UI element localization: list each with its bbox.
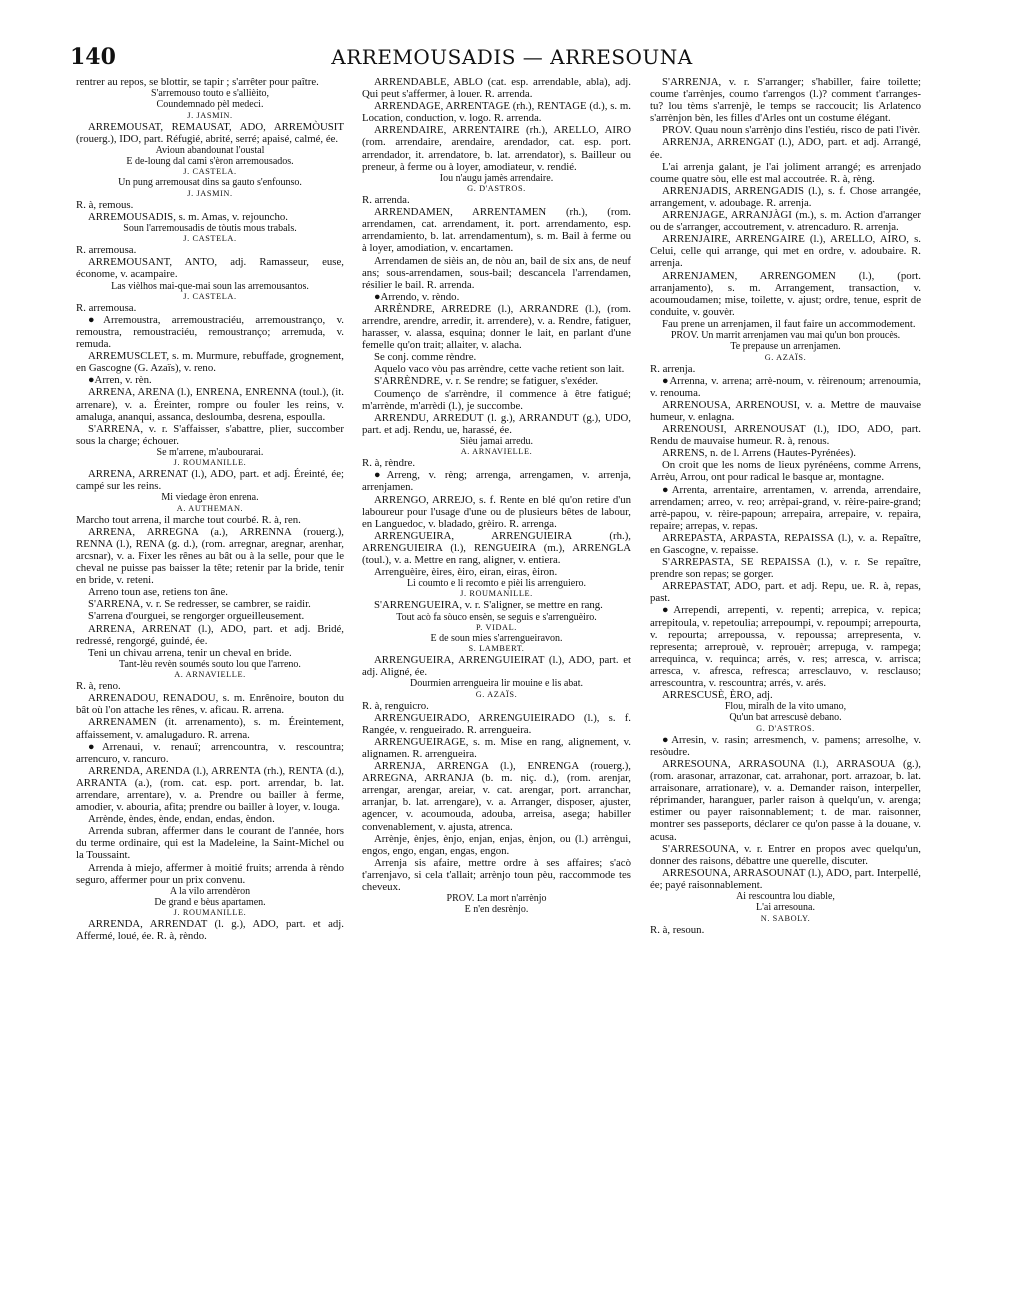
entry-paragraph: ARRENOUSA, ARRENOUSI, v. a. Mettre de mauvaise humeur, v. enlagna. (650, 398, 921, 423)
column-right (650, 76, 921, 1301)
quotation-line: Un pung arremousat dins sa gauto s'enfounso. (118, 177, 302, 189)
quote-author: J. CASTELA. (183, 167, 237, 177)
entry-paragraph: S'ARRENJA, v. r. S'arranger; s'habiller, faire toilette; coume t'arrènjes, coumo t'arrengos (l.)? comment t'arranges-tu? lou tèms s'arrenjè, le temps se raccoucit; lis Arlatenco s'arrènjon bèn, les filles d'Arles ont un costume élégant. (650, 76, 921, 125)
entry-paragraph: Fau prene un arrenjamen, il faut faire un accommodement. (662, 317, 916, 330)
quotation-line: E de soun mies s'arrengueiravon. (430, 632, 563, 644)
entry-paragraph: ARRÈNDRE, ARREDRE (l.), ARRANDRE (l.), (rom. arrendre, arendre, arredir, it. arrendere), v. a. Rendre, fatiguer, harasser, v. alassa, esquina; donner le lait, en parlant d'une femelle qu'on trait; allaiter, v. alacha. (362, 302, 631, 352)
page-number: 140 (70, 44, 116, 70)
entry-paragraph: ARRENS, n. de l. Arrens (Hautes-Pyrénées). (662, 447, 857, 460)
quotation-line: Ai rescountra lou diable, (736, 891, 835, 902)
quotation-line: Las vièlhos mai-que-mai soun las arremousantos. (111, 280, 309, 292)
entry-paragraph: R. à, rèndre. (362, 457, 416, 470)
entry-paragraph: ARREPASTA, ARPASTA, REPAISSA (l.), v. a. Repaître, en Gascogne, v. repaisse. (650, 531, 921, 556)
entry-paragraph: R. à, reno. (76, 680, 121, 693)
quote-author: A. ARNAVIELLE. (174, 670, 246, 680)
entry-paragraph: ARRENJA, ARRENGAT (l.), ADO, part. et adj. Arrangé, ée. (650, 136, 921, 161)
entry-paragraph: ARRENDAMEN, ARRENTAMEN (rh.), (rom. arrendamen, cat. arrendament, it. port. arrendamento, esp. arrendamiento, b. lat. arrendamentum), s. m. Bail à ferme ou à loyer, amodiation, v. encartamen. (362, 206, 631, 255)
quote-author: G. AZAÏS. (475, 689, 518, 699)
entry-paragraph: ARREPASTAT, ADO, part. et adj. Repu, ue. R. à, repas, past. (650, 580, 921, 605)
quote-author: S. LAMBERT. (468, 644, 525, 654)
entry-paragraph: ●Arremoustra, arremoustraciéu, arremoustranço, v. remoustra, remoustraciéu, remoustranço; arremuda, v. remuda. (76, 313, 344, 351)
entry-paragraph: ARRENA, ARENA (l.), ENRENA, ENRENNA (toul.), (it. arrenare), v. a. Éreinter, rompre ou fouler les reins, v. amaluga, ananqui, assanca, desloumba, desrena, espoulla. (76, 386, 344, 423)
entry-paragraph: ●Arreng, v. rèng; arrenga, arrengamen, v. arrenja, arrenjamen. (362, 469, 631, 494)
entry-paragraph: ARREMOUSANT, ANTO, adj. Ramasseur, euse, économe, v. acampaire. (76, 256, 344, 281)
quotation-line: E n'en desrènjo. (464, 904, 529, 916)
entry-paragraph: S'ARREPASTA, SE REPAISSA (l.), v. r. Se repaître, prendre son repas; se gorger. (650, 556, 921, 581)
entry-paragraph: ARRENGUEIRA, ARRENGUIEIRA (rh.), ARRENGUIEIRA (l.), RENGUEIRA (m.), ARRENGLA (toul.), v. a. Mettre en rang, aligner, v. entiera. (362, 529, 631, 566)
quote-author: J. JASMIN. (187, 110, 233, 120)
quote-author: J. CASTELA. (183, 234, 237, 244)
entry-paragraph: ARRESCUSÈ, ÈRO, adj. (662, 689, 773, 702)
entry-paragraph: ARREMUSCLET, s. m. Murmure, rebuffade, grognement, en Gascogne (G. Azaïs), v. reno. (76, 350, 344, 375)
entry-paragraph: ARRENDABLE, ABLO (cat. esp. arrendable, abla), adj. Qui peut s'affermer, à louer. R. arrenda. (362, 76, 631, 101)
entry-paragraph: ARRENJAMEN, ARRENGOMEN (l.), (port. arranjamento), s. m. Arrangement, transaction, v. acoumoudamen; mise, toilette, v. ajust; ordre, tenue, esprit de conduite, v. gouvèr. (650, 269, 921, 318)
quote-author: N. SABOLY. (760, 913, 811, 923)
running-title: ARREMOUSADIS — ARRESOUNA (331, 45, 693, 69)
quotation-line: Soun l'arremousadis de tòutis mous trabals. (123, 222, 297, 234)
quotation-line: Se m'arrene, m'aubourarai. (156, 446, 264, 458)
entry-paragraph: R. à, remous. (76, 198, 134, 211)
entry-paragraph: Arreno toun ase, retiens ton âne. (88, 586, 229, 599)
quotation-line: Sièu jamai arredu. (459, 435, 534, 447)
entry-paragraph: ARRESOUNA, ARRASOUNAT (l.), ADO, part. Interpellé, ée; payé raisonnablement. (650, 866, 921, 891)
entry-paragraph: ●Arresin, v. rasin; arresmench, v. pamens; arresolhe, v. resòudre. (650, 733, 921, 758)
entry-paragraph: Arrendamen de sièis an, de nòu an, bail de six ans, de neuf ans; sous-arrendamen, sous-bail; descancela l'arrendamen, résilier le bail. R. arrenda. (362, 254, 631, 291)
entry-paragraph: Arrenda subran, affermer dans le courant de l'année, hors du terme ordinaire, qui est la Madeleine, la Saint-Michel ou la Toussaint. (76, 825, 344, 862)
entry-paragraph: ARRENDA, ARRENDAT (l. g.), ADO, part. et adj. Affermé, loué, ée. R. à, rèndo. (76, 918, 344, 943)
quote-author: A. ARNAVIELLE. (460, 447, 533, 457)
entry-paragraph: ●Arrendo, v. rèndo. (374, 290, 460, 303)
entry-paragraph: ARRENDAGE, ARRENTAGE (rh.), RENTAGE (d.), s. m. Location, conduction, v. logo. R. arrenda. (362, 100, 631, 125)
quotation-line: E de-loung dal cami s'èron arremousados. (126, 156, 294, 168)
entry-paragraph: ARRENA, ARREGNA (a.), ARRENNA (rouerg.), RENNA (l.), RENA (g. d.), (rom. arregnar, aregnar, arenhar, arcsnar), v. a. Fixer les rênes au bât ou à la selle, pour que le cheval ne puisse pas baisser la tête; retenir par la bride, tenir en bride, v. reteni. (76, 525, 344, 587)
quotation-line: PROV. La mort n'arrènjo (446, 893, 547, 905)
quotation-line: Dourmien arrengueira lir mouine e lis abat. (410, 678, 583, 690)
entry-paragraph: ●Arrenaui, v. renauï; arrencountra, v. rescountra; arrencuro, v. rancuro. (76, 740, 344, 765)
quote-author: A. AUTHEMAN. (176, 503, 244, 513)
entry-paragraph: ●Arrenna, v. arrena; arrè-noum, v. rèirenoum; arrenoumia, v. renouma. (650, 374, 921, 399)
quotation-line: Tout acò fa sòuco ensèn, se seguis e s'arrenguèiro. (396, 611, 597, 623)
entry-paragraph: On croit que les noms de lieux pyrénéens, comme Arrens, Arrèu, Arrou, ont pour radical le basque ar, montagne. (650, 459, 921, 484)
quotation-line: Flou, miralh de la vito umano, (724, 701, 847, 713)
entry-paragraph: ARRENOUSI, ARRENOUSAT (l.), IDO, ADO, part. Rendu de mauvaise humeur. R. à, renous. (650, 423, 921, 448)
entry-paragraph: ARRENA, ARRENAT (l.), ADO, part. et adj. Bridé, redressé, rengorgé, guindé, ée. (76, 622, 344, 647)
entry-paragraph: ARRENGUEIRA, ARRENGUIEIRAT (l.), ADO, part. et adj. Aligné, ée. (362, 654, 631, 679)
entry-paragraph: ARRESOUNA, ARRASOUNA (l.), ARRASOUA (g.), (rom. arasonar, arrazonar, cat. arrahonar, port. arrazoar, b. lat. arraisonare, arrationare), v. a. Demander raison, interpeller, réprimander, haranguer, parler raison à quelqu'un, v. arenga; estimer ou payer raisonnablement; t. de mar. raisonner, montrer ses passeports, déclarer ce qu'on passe à la douane, v. acusa. (650, 757, 921, 843)
quotation-line: Iou n'augu jamès arrendaire. (439, 172, 554, 184)
entry-paragraph: ARRENJADIS, ARRENGADIS (l.), s. f. Chose arrangée, arrangement, v. adoubage. R. arrenja. (650, 184, 921, 209)
quotation-line: Qu'un bat arrescusè debano. (729, 712, 842, 724)
entry-paragraph: ARRENA, ARRENAT (l.), ADO, part. et adj. Éreinté, ée; campé sur les reins. (76, 468, 344, 493)
quotation-line: Tant-lèu revèn soumés souto lou que l'arreno. (119, 658, 301, 670)
entry-paragraph: ●Arrependi, arrepenti, v. repenti; arrepica, v. repica; arrepitoula, v. repetoulia; arrepoumpi, v. repoumpi; arrepourta, v. repourta; arrepoussa, v. repoussa; arrepresenta, v. representa; arreprouè, v. reprouèr; arrepuga, v. rampega; arrequinca, v. requinca; arrés, v. res; arresca, v. arrisca; arresca, v. afresca, refresca; arresclauvo, v. resclauso; arrescountra, v. rescountra; arrés, v. arés. (650, 604, 921, 689)
column-left (76, 76, 344, 1301)
entry-paragraph: Arrenja sis afaire, mettre ordre à ses affaires; s'acò t'arrenjavo, si cela t'allait; arrènjo toun pèu, raccommode tes cheveux. (362, 856, 631, 894)
quotation-line: PROV. Un marrit arrenjamen vau mai qu'un bon proucès. (670, 329, 901, 341)
quotation-line: Te prepause un arrenjamen. (730, 341, 841, 353)
quote-author: G. AZAÏS. (764, 352, 807, 362)
entry-paragraph: R. arremousa. (76, 301, 137, 314)
entry-paragraph: R. à, resoun. (650, 923, 705, 936)
entry-paragraph: ARRENGUEIRAGE, s. m. Mise en rang, alignement, v. alignamen. R. arrengueira. (362, 735, 631, 760)
entry-paragraph: Teni un chivau arrena, tenir un cheval en bride. (88, 646, 292, 659)
entry-paragraph: Marcho tout arrena, il marche tout courbé. R. à, ren. (76, 513, 301, 526)
page-header (70, 44, 954, 70)
entry-paragraph: ARRENDAIRE, ARRENTAIRE (rh.), ARELLO, AIRO (rom. arrendaire, arendaire, arendador, cat. esp. port. arrendador, it. arrendatore, b. lat. arrendator), s. Bailleur ou preneur, à ferme ou à loyer, amodiateur, v. rendié. (362, 124, 631, 173)
entry-paragraph: ARRENJAGE, ARRANJÀGI (m.), s. m. Action d'arranger ou de s'arranger, accoutrement, v. atrencaduro. R. arrenja. (650, 209, 921, 234)
entry-paragraph: ARREMOUSADIS, s. m. Amas, v. rejouncho. (88, 210, 288, 223)
entry-paragraph: Arrenguèire, èires, èiro, eiran, eiras, èiron. (374, 566, 558, 579)
entry-paragraph: L'ai arrenja galant, je l'ai joliment arrangé; es arrenjado coume quatre sòu, elle est mal accoutrée. R. à, rèng. (650, 160, 921, 185)
quote-author: J. ROUMANILLE. (173, 458, 247, 468)
entry-paragraph: Coumenço de s'arrèndre, il commence à être fatigué; m'arrènde, m'arrèdi (l.), je succombe. (362, 387, 631, 412)
quotation-line: Avioun abandounat l'oustal (155, 144, 265, 156)
entry-paragraph: Arrènje, ènjes, ènjo, enjan, enjas, ènjon, ou (l.) arrèngui, engos, engo, engan, engas, engon. (362, 832, 631, 857)
entry-paragraph: Arrenda à miejo, affermer à moitié fruits; arrenda à rèndo seguro, affermer pour un prix convenu. (76, 861, 344, 886)
quote-author: J. ROUMANILLE. (460, 589, 533, 599)
quotation-line: L'ai arresouna. (756, 902, 815, 914)
entry-paragraph: S'ARRENA, v. r. Se redresser, se cambrer, se raidir. (88, 598, 311, 611)
entry-paragraph: rentrer au repos, se blottir, se tapir ; s'arrêter pour paître. (76, 76, 319, 88)
entry-paragraph: ARRENADOU, RENADOU, s. m. Enrênoire, bouton du bât où l'on attache les rênes, v. aficau. R. arrena. (76, 692, 344, 717)
entry-paragraph: ●Arrenta, arrentaire, arrentamen, v. arrenda, arrendaire, arrendamen; arreo, v. reo; arrèpai-grand, v. rèire-paire-grand; arrè-papou, v. rèire-papoun; arrepaira, arrepaire, v. repaira, repaire; arrepas, v. repas. (650, 483, 921, 532)
entry-paragraph: ARRENJAIRE, ARRENGAIRE (l.), ARELLO, AIRO, s. Celui, celle qui arrange, qui met en ordre, v. adoubaire. R. arrenja. (650, 233, 921, 270)
entry-paragraph: ARRENDU, ARREDUT (l. g.), ARRANDUT (g.), UDO, part. et adj. Rendu, ue, harassé, ée. (362, 411, 631, 436)
entry-paragraph: R. arrenda. (362, 194, 410, 207)
quote-author: J. CASTELA. (183, 291, 237, 301)
entry-paragraph: ARRENDA, ARENDA (l.), ARRENTA (rh.), RENTA (d.), ARRANTA (a.), (rom. cat. esp. port. arrendar, b. lat. arrendare, arrentare), v. a. Prendre ou bailler à ferme, amodier, v. abouria, afita; prendre ou bailler à loyer, v. louga. (76, 764, 344, 814)
quotation-line: De grand e bèus apartamen. (154, 897, 266, 909)
entry-paragraph: ARRENAMEN (it. arrenamento), s. m. Éreintement, affaissement, v. amaluǥaduro. R. arrena. (76, 716, 344, 741)
entry-paragraph: Arrènde, èndes, ènde, endan, endas, èndon. (88, 813, 275, 826)
quotation-line: Li coumto e li recomto e pièi lis arrenguiero. (406, 578, 587, 590)
entry-paragraph: Aquelo vaco vòu pas arrèndre, cette vache retient son lait. (374, 363, 625, 376)
entry-paragraph: ●Arren, v. rèn. (88, 374, 152, 387)
entry-paragraph: R. arrenja. (650, 362, 696, 375)
quote-author: G. D'ASTROS. (756, 723, 815, 733)
entry-paragraph: S'ARRÈNDRE, v. r. Se rendre; se fatiguer, s'exéder. (374, 375, 599, 388)
entry-paragraph: ARREMOUSAT, REMAUSAT, ADO, ARREMÒUSIT (rouerg.), IDO, part. Réfugié, abrité, serré; apaisé, calmé, ée. (76, 120, 344, 145)
quote-author: J. JASMIN. (187, 188, 233, 198)
column-middle (362, 76, 631, 1301)
entry-paragraph: S'ARRENGUEIRA, v. r. S'aligner, se mettre en rang. (374, 599, 603, 612)
entry-paragraph: PROV. Quau noun s'arrènjo dins l'estiéu, risco de pati l'ivèr. (662, 124, 921, 137)
entry-paragraph: R. arremousa. (76, 244, 137, 257)
quotation-line: S'arremouso touto e s'allièito, (150, 88, 270, 100)
entry-paragraph: S'ARRESOUNA, v. r. Entrer en propos avec quelqu'un, donner des raisons, débattre une querelle, discuter. (650, 842, 921, 867)
entry-paragraph: ARRENJA, ARRENGA (l.), ENRENGA (rouerg.), ARREGNA, ARRANJA (b. m. niç. d.), (rom. arenjar, arrengar, arengar, areiar, v. cat. arengar, port. arranchar, arranjar, b. lat. arrengare), v. a. Arranger, disposer, ajuster, agencer, v. acoumouda, adouba, arreisa, asega; habiller convenablement, v. ajusta, atrenca. (362, 760, 631, 833)
quote-author: J. ROUMANILLE. (173, 908, 247, 918)
quotation-line: A la vilo arrendèron (169, 885, 251, 897)
quote-author: P. VIDAL. (476, 622, 517, 632)
quotation-line: Mi viedaǥe èron enrena. (161, 492, 259, 504)
entry-paragraph: Se conj. comme rèndre. (374, 351, 477, 364)
entry-paragraph: S'arrena d'ourguei, se rengorger orgueilleusement. (88, 610, 305, 623)
entry-paragraph: ARRENGUEIRADO, ARRENGUIEIRADO (l.), s. f. Rangée, v. rengueirado. R. arrengueira. (362, 711, 631, 736)
entry-paragraph: ARRENGO, ARREJO, s. f. Rente en blé qu'on retire d'un laboureur pour l'usage d'une ou de plusieurs bêtes de labour, en Languedoc, v. bladado, grèiro. R. arrenga. (362, 493, 631, 530)
quote-author: G. D'ASTROS. (467, 184, 526, 194)
entry-paragraph: S'ARRENA, v. r. S'affaisser, s'abattre, plier, succomber sous la charge; échouer. (76, 422, 344, 447)
quotation-line: Coundemnado pèl medeci. (156, 99, 264, 111)
entry-paragraph: R. à, renguicro. (362, 699, 429, 712)
